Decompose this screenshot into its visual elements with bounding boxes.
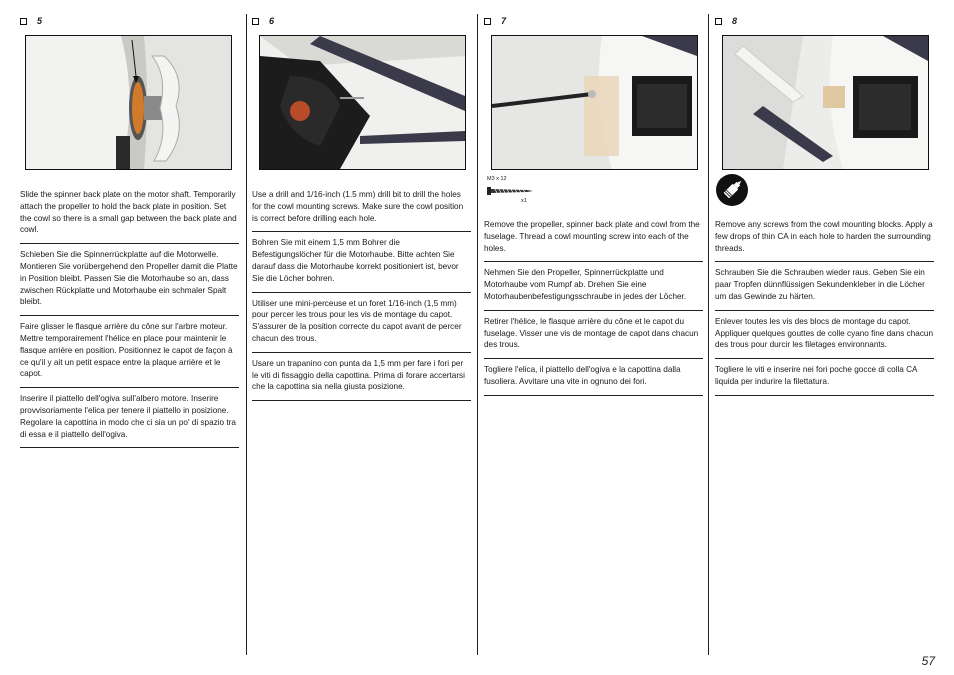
screw-size-label: M3 x 12	[487, 176, 507, 182]
step-number: 7	[501, 16, 507, 26]
step-header	[484, 14, 703, 28]
checkbox-icon[interactable]	[484, 18, 491, 25]
step-text	[20, 189, 239, 448]
checkbox-icon[interactable]	[715, 18, 722, 25]
instruction-fr: Enlever toutes les vis des blocs de montage du capot. Appliquer quelques gouttes de colle cyano fine dans chacun des trous pour durcir les filetages environnants.	[715, 311, 934, 359]
instruction-de: Bohren Sie mit einem 1,5 mm Bohrer die Befestigungslöcher für die Motorhaube. Bitte achten Sie darauf dass die Motorhaube korrekt positioniert ist, bevor Sie die Löcher bohren.	[252, 232, 471, 292]
instruction-en: Use a drill and 1/16-inch (1.5 mm) drill bit to drill the holes for the cowl mounting screws. Make sure the cowl position is correct before drilling each hole.	[252, 189, 471, 232]
step-photo	[25, 35, 232, 170]
instruction-en: Remove the propeller, spinner back plate and cowl from the fuselage. Thread a cowl mounting screw into each of the holes.	[484, 219, 703, 262]
page-number: 57	[921, 654, 935, 668]
instruction-it: Togliere le viti e inserire nei fori poche gocce di colla CA liquida per indurire la filettatura.	[715, 359, 934, 396]
column-divider	[477, 14, 478, 655]
step-7	[484, 14, 703, 386]
column-divider	[246, 14, 247, 655]
step-header	[252, 14, 471, 28]
step-text	[484, 219, 703, 396]
instruction-en: Remove any screws from the cowl mounting blocks. Apply a few drops of thin CA in each hole to harden the surrounding threads.	[715, 219, 934, 262]
instruction-fr: Retirer l'hélice, le flasque arrière du cône et le capot du fuselage. Visser une vis de montage de capot dans chacun des trous.	[484, 311, 703, 359]
screw-quantity: x1	[521, 198, 527, 204]
step-number: 6	[269, 16, 275, 26]
instruction-fr: Utiliser une mini-perceuse et un foret 1/16-inch (1,5 mm) pour percer les trous pour les vis de montage du capot. S'assurer de la position correcte du capot avant de percer chacun des trous.	[252, 293, 471, 353]
step-8	[715, 14, 934, 386]
instruction-fr: Faire glisser le flasque arrière du cône sur l'arbre moteur. Mettre temporairement l'hélice en place pour maintenir le flasque arrière en position. Positionnez le capot de façon à ce qu'il y ait un petit espace entre la plaque arrière et le capot.	[20, 316, 239, 388]
screw-callout	[487, 176, 547, 206]
column-divider	[708, 14, 709, 655]
checkbox-icon[interactable]	[20, 18, 27, 25]
step-5	[20, 14, 239, 439]
checkbox-icon[interactable]	[252, 18, 259, 25]
instruction-it: Togliere l'elica, il piattello dell'ogiva e la capottina dalla fusoliera. Avvitare una vite in ognuno dei fori.	[484, 359, 703, 396]
step-number: 5	[37, 16, 43, 26]
ca-glue-icon	[715, 173, 749, 207]
step-header	[20, 14, 239, 28]
step-number: 8	[732, 16, 738, 26]
screw-icon	[487, 184, 537, 198]
instruction-it: Inserire il piattello dell'ogiva sull'albero motore. Inserire provvisoriamente l'elica per tenere il piattello in posizione. Regolare la capottina in modo che ci sia un po' di spazio tra di essa e il piattello dell'ogiva.	[20, 388, 239, 448]
step-6	[252, 14, 471, 392]
instruction-de: Nehmen Sie den Propeller, Spinnerrückplatte und Motorhaube vom Rumpf ab. Drehen Sie eine Motorhaubenbefestigungsschraube in jedes der Löcher.	[484, 262, 703, 310]
instruction-de: Schieben Sie die Spinnerrückplatte auf die Motorwelle. Montieren Sie vorübergehend den Propeller damit die Platte in Position bleibt. Passen Sie die Motorhaube so an, dass zwischen Rückplatte und Motorhaube ein schmaler Spalt bleibt.	[20, 244, 239, 316]
step-header	[715, 14, 934, 28]
step-photo	[722, 35, 929, 170]
instruction-en: Slide the spinner back plate on the motor shaft. Temporarily attach the propeller to hold the back plate in position. Set the cowl so there is a small gap between the back plate and cowl.	[20, 189, 239, 244]
step-text	[715, 219, 934, 396]
step-photo	[259, 35, 466, 170]
instruction-de: Schrauben Sie die Schrauben wieder raus. Geben Sie ein paar Tropfen dünnflüssigen Sekundenkleber in die Löcher um das Gewinde zu härten.	[715, 262, 934, 310]
step-photo	[491, 35, 698, 170]
step-text	[252, 189, 471, 401]
instruction-it: Usare un trapanino con punta da 1,5 mm per fare i fori per le viti di fissaggio della capottina. Prima di forare accertarsi che la capottina sia nella giusta posizione.	[252, 353, 471, 401]
